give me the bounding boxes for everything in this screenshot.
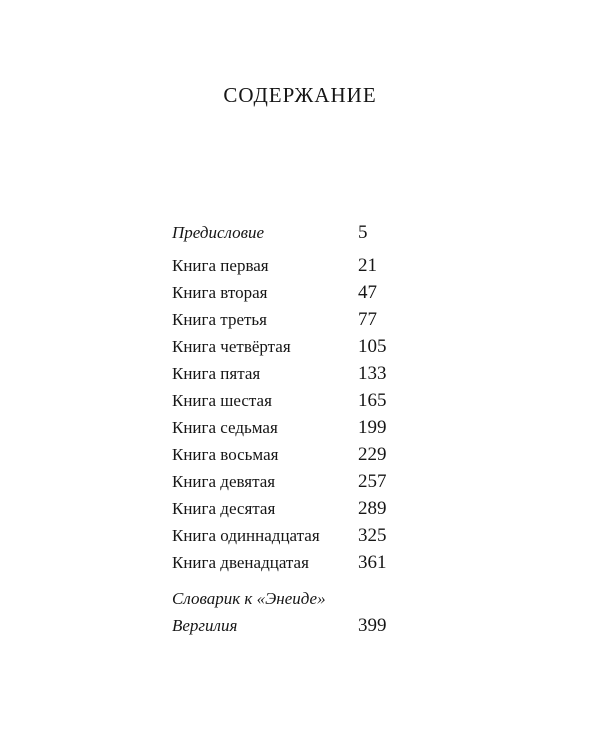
toc-entry-page: 199: [358, 417, 387, 438]
toc-entry-page: 5: [358, 222, 368, 243]
toc-entry-title: Книга вторая: [172, 283, 268, 302]
toc-entry-page: 289: [358, 498, 387, 519]
toc-entry-title: Книга десятая: [172, 499, 276, 518]
toc-entry-title: Книга седьмая: [172, 418, 278, 437]
toc-entry-page: 105: [358, 336, 387, 357]
toc-entry-title-line-1: Словарик к «Энеиде»: [172, 589, 326, 608]
toc-entry-book-8[interactable]: [172, 441, 412, 468]
toc-entry-page: 47: [358, 282, 377, 303]
toc-entry-title-line-2: Вергилия: [172, 616, 238, 635]
toc-entry-title: Книга шестая: [172, 391, 272, 410]
toc-entry-page: 361: [358, 552, 387, 573]
toc-entry-page: 133: [358, 363, 387, 384]
toc-entry-book-2[interactable]: [172, 279, 412, 306]
toc-entry-title: Предисловие: [172, 223, 265, 242]
toc-entry-book-1[interactable]: [172, 252, 412, 279]
toc-entry-book-10[interactable]: [172, 495, 412, 522]
toc-entry-title: Книга девятая: [172, 472, 276, 491]
toc-entry-book-4[interactable]: [172, 333, 412, 360]
toc-entry-title: Книга первая: [172, 256, 269, 275]
toc-entry-page: 325: [358, 525, 387, 546]
toc-entry-title: Книга одиннадцатая: [172, 526, 320, 545]
toc-entry-page: 77: [358, 309, 377, 330]
toc-entry-book-7[interactable]: [172, 414, 412, 441]
toc-entry-page: 21: [358, 255, 377, 276]
toc-entry-title: Книга четвёртая: [172, 337, 291, 356]
toc-entry-book-6[interactable]: [172, 387, 412, 414]
toc-entry-title: [172, 585, 352, 639]
toc-entry-page: 229: [358, 444, 387, 465]
toc-entry-glossary[interactable]: [172, 585, 412, 639]
toc-entry-book-9[interactable]: [172, 468, 412, 495]
toc-entry-title: Книга пятая: [172, 364, 261, 383]
toc-entry-book-11[interactable]: [172, 522, 412, 549]
toc-entry-page: 399: [358, 615, 387, 636]
toc-entry-page: 257: [358, 471, 387, 492]
toc-entry-book-3[interactable]: [172, 306, 412, 333]
table-of-contents: [172, 219, 412, 639]
toc-entry-book-12[interactable]: [172, 549, 412, 576]
page-title: СОДЕРЖАНИЕ: [223, 83, 377, 107]
toc-entry-title: Книга двенадцатая: [172, 553, 309, 572]
toc-entry-page: 165: [358, 390, 387, 411]
toc-entry-title: Книга третья: [172, 310, 267, 329]
toc-entry-book-5[interactable]: [172, 360, 412, 387]
toc-entry-title: Книга восьмая: [172, 445, 279, 464]
toc-entry-preface[interactable]: [172, 219, 412, 246]
